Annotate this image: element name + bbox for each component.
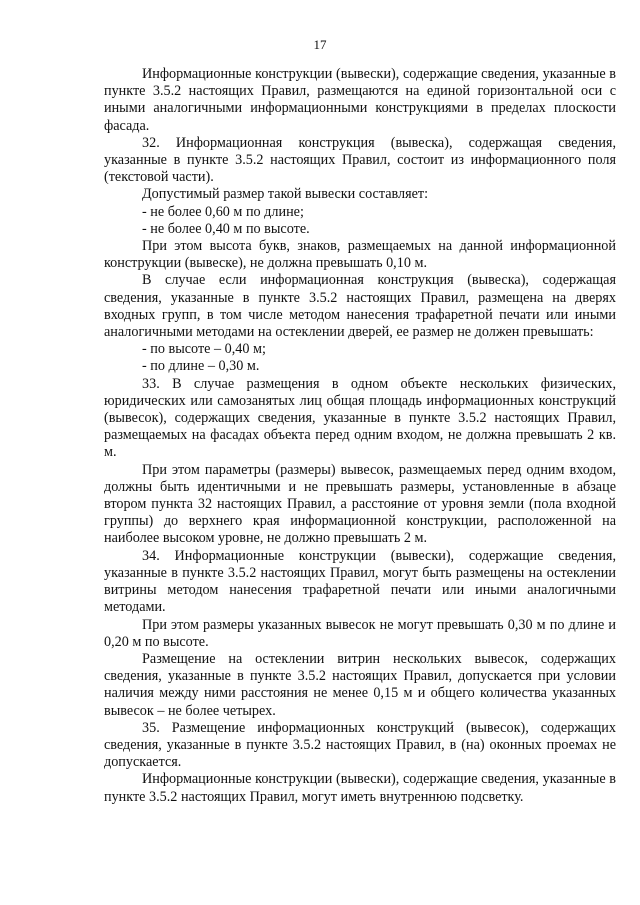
paragraph-door-signs: В случае если информационная конструкция (вывеска), содержащая сведения, указанные в пункте 3.5.2 настоящих Правил, размещена на дверях входных групп, в том числе методом нанесения трафаретной печати или иными аналогичными методами на остеклении дверей, ее размер не должен превышать: [104,272,616,341]
paragraph-item-33: 33. В случае размещения в одном объекте нескольких физических, юридических или самозанятых лиц общая площадь информационных конструкций (вывесок), содержащих сведения, указанные в пункте 3.5.2 настоящих Правил, размещаемых на фасадах объекта перед одним входом, не должна превышать 2 кв. м. [104,375,616,461]
paragraph-item-35: 35. Размещение информационных конструкций (вывесок), содержащих сведения, указанные в пункте 3.5.2 настоящих Правил, в (на) оконных проемах не допускается. [104,719,616,771]
paragraph-backlight: Информационные конструкции (вывески), содержащие сведения, указанные в пункте 3.5.2 настоящих Правил, могут иметь внутреннюю подсветку. [104,771,616,805]
paragraph-signs-horizontal-axis: Информационные конструкции (вывески), содержащие сведения, указанные в пункте 3.5.2 настоящих Правил, размещаются на единой горизонтальной оси с иными аналогичными информационными конструкциями в пределах плоскости фасада. [104,66,616,134]
page-number: 17 [313,37,327,52]
paragraph-item-34-sizes: При этом размеры указанных вывесок не могут превышать 0,30 м по длине и 0,20 м по высоте. [104,616,616,650]
list-item-length-limit: - не более 0,60 м по длине; [142,203,304,220]
paragraph-item-33-parameters: При этом параметры (размеры) вывесок, размещаемых перед одним входом, должны быть идентичными и не превышать размеры, установленные в абзаце втором пункта 32 настоящих Правил, а расстояние от уровня земли (пола входной группы) до верхнего края информационной конструкции, расположенной на наиболее высоком уровне, не должно превышать 2 м. [104,461,616,547]
document-body [104,66,616,806]
paragraph-letter-height: При этом высота букв, знаков, размещаемых на данной информационной конструкции (вывеске), не должна превышать 0,10 м. [104,238,616,272]
list-item-height-limit: - не более 0,40 м по высоте. [142,220,310,237]
list-item-door-length: - по длине – 0,30 м. [142,358,260,375]
list-item-door-height: - по высоте – 0,40 м; [142,341,266,358]
paragraph-item-34-multiple: Размещение на остеклении витрин нескольких вывесок, содержащих сведения, указанные в пункте 3.5.2 настоящих Правил, допускается при условии наличия между ними расстояния не менее 0,15 м и общего количества указанных вывесок – не более четырех. [104,650,616,719]
paragraph-item-32: 32. Информационная конструкция (вывеска), содержащая сведения, указанные в пункте 3.5.2 настоящих Правил, состоит из информационного поля (текстовой части). [104,134,616,186]
paragraph-item-34: 34. Информационные конструкции (вывески), содержащие сведения, указанные в пункте 3.5.2 настоящих Правил, могут быть размещены на остеклении витрины методом нанесения трафаретной печати или иными аналогичными методами. [104,547,616,616]
paragraph-allowed-size: Допустимый размер такой вывески составляет: [142,186,429,203]
